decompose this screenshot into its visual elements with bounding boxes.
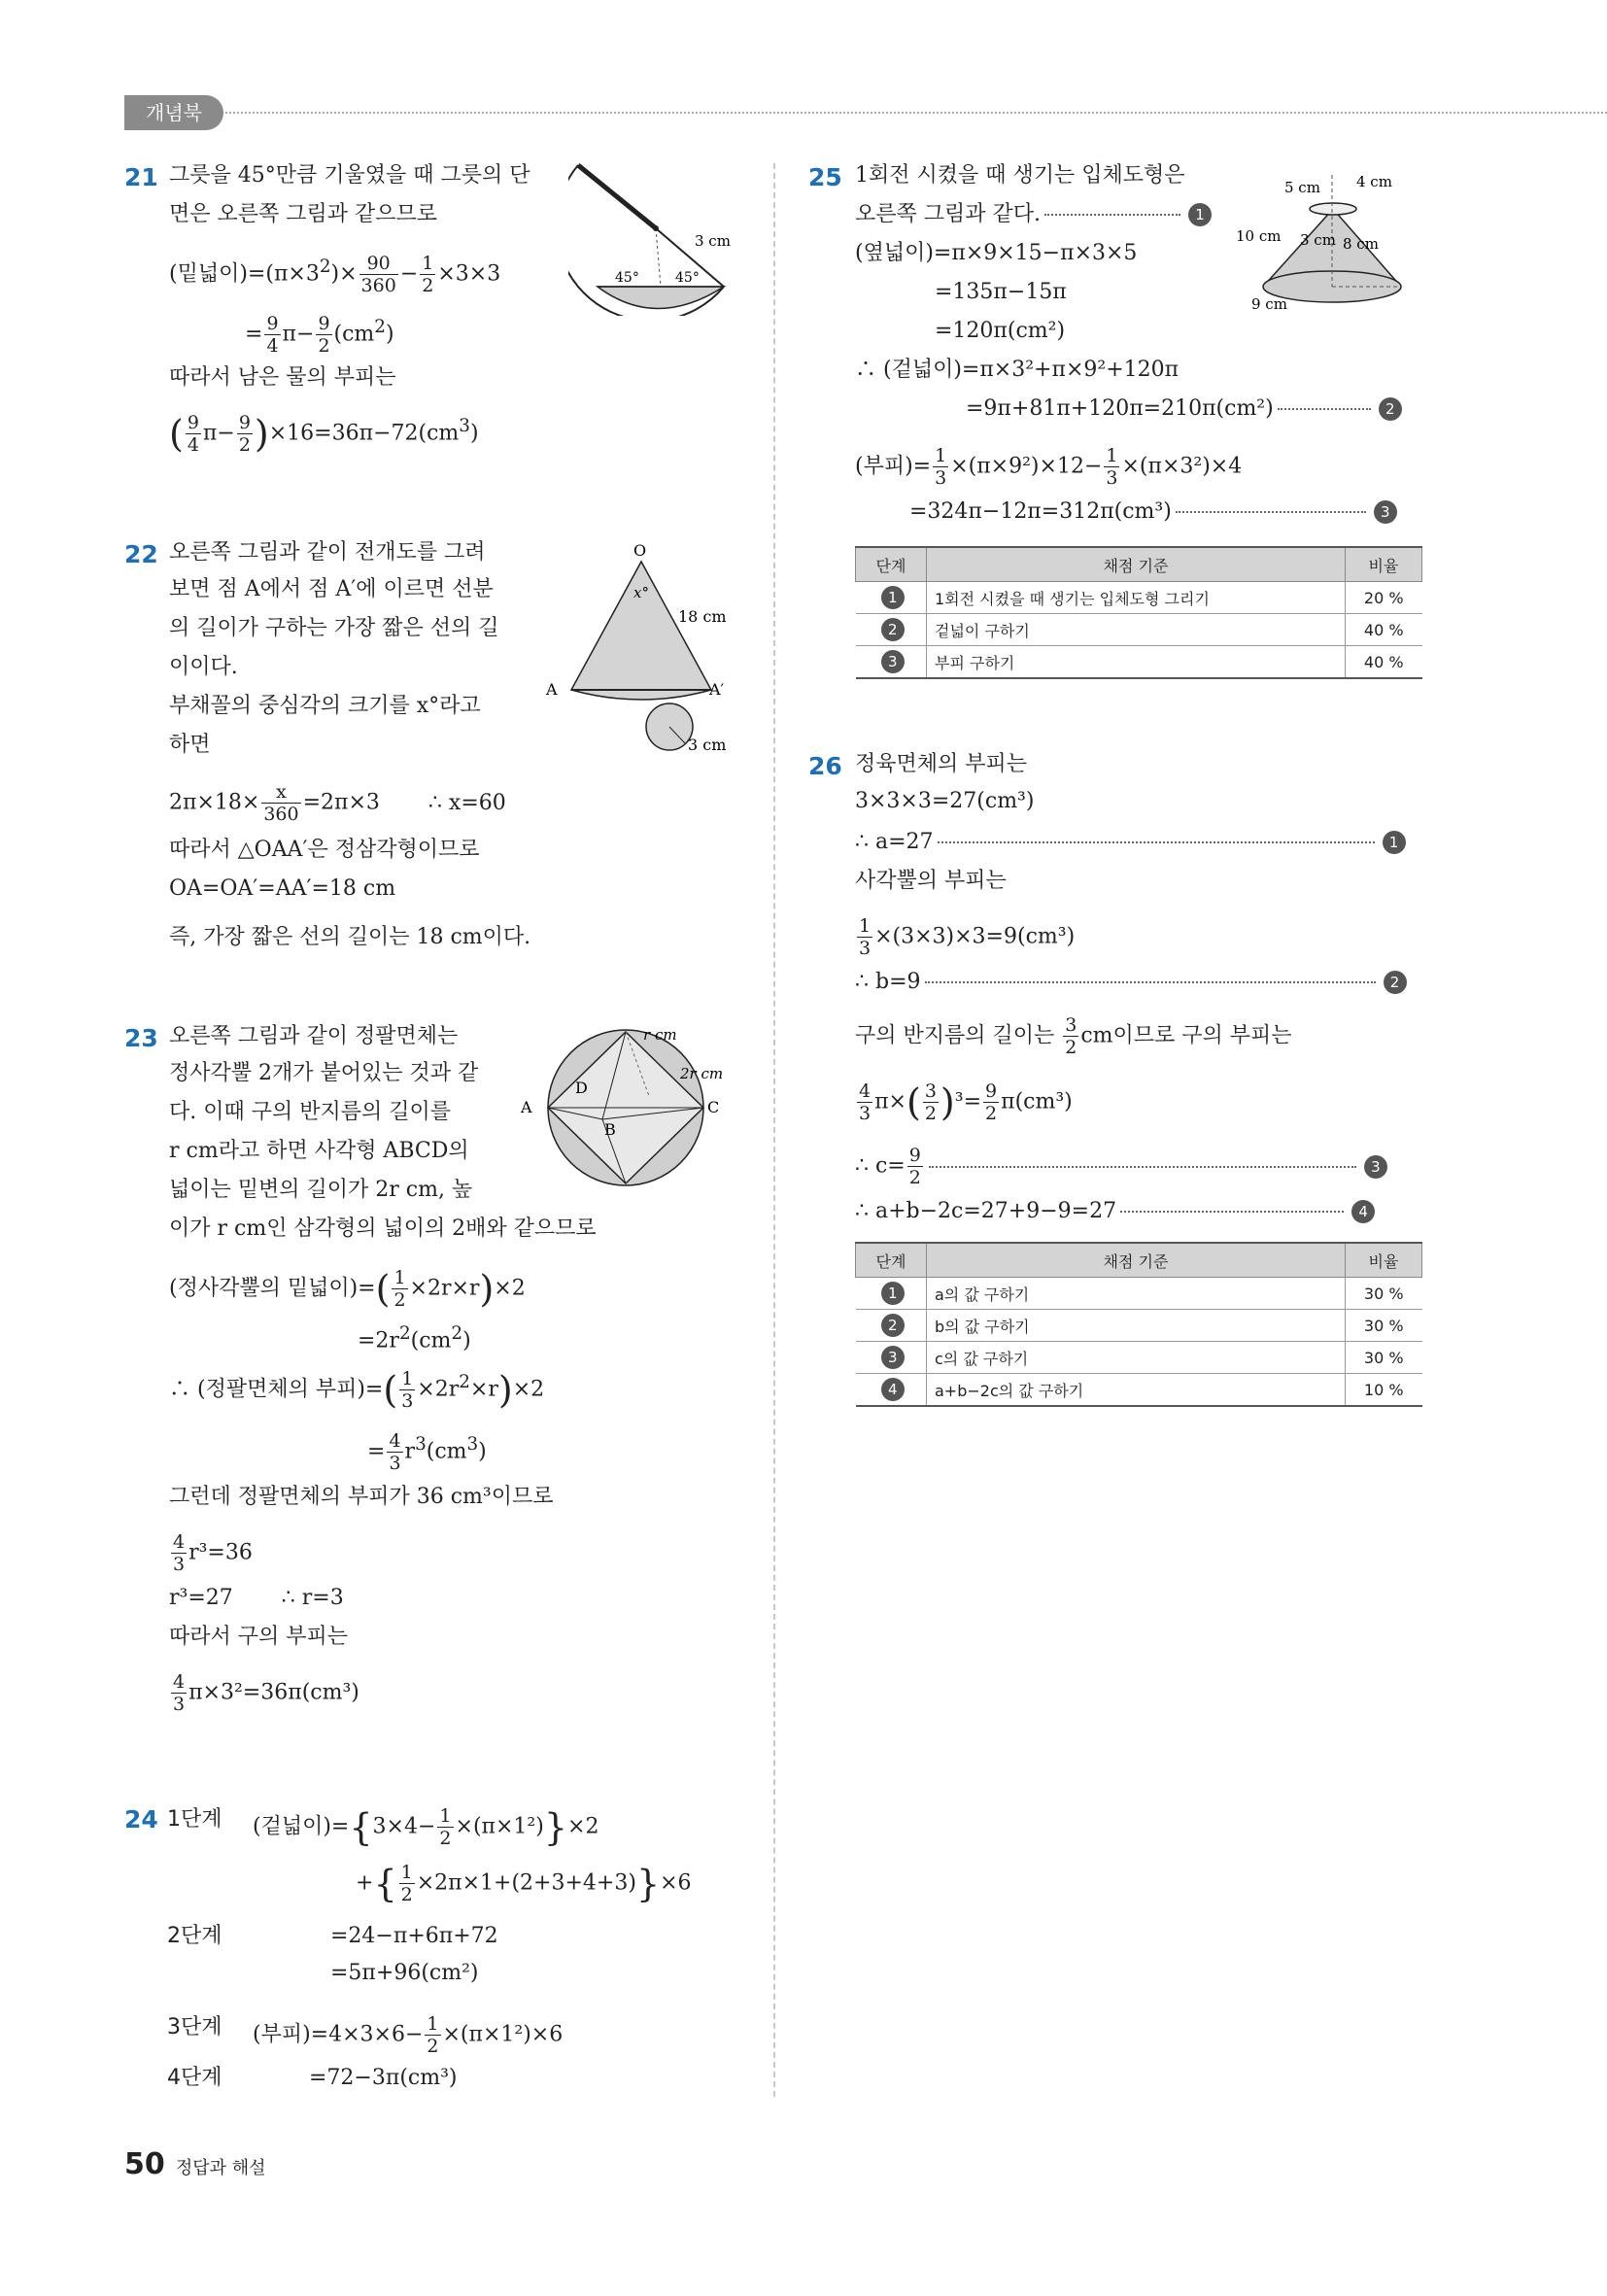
q25-mark-2: 2 (1379, 397, 1402, 421)
q25-fig-9cm: 9 cm (1251, 295, 1287, 313)
q26-row2-step: 2 (881, 1314, 905, 1337)
q26-row2-criteria: b의 값 구하기 (927, 1310, 1346, 1342)
q26-line-6: ∴ b=9 2 (855, 968, 1407, 997)
q25-mark-3: 3 (1374, 500, 1397, 524)
table-row (856, 646, 1422, 679)
table-row (856, 1278, 1422, 1310)
q23-fig-a: A (521, 1098, 532, 1116)
q26-line-2: 3×3×3=27(cm³) (855, 789, 1035, 813)
q25-line-9: =324π−12π=312π(cm³) 3 (909, 497, 1397, 527)
q26-mark-3: 3 (1364, 1155, 1387, 1179)
q24-step-3-eq: (부피)=4×3×6− $\frac{1}{2}$ ×(π×1²)×6 (253, 2013, 564, 2057)
q25-fig-3cm: 3 cm (1300, 231, 1336, 249)
q22-line-3: 의 길이가 구하는 가장 짧은 선의 길 (169, 616, 499, 640)
q23-fig-c: C (707, 1098, 720, 1116)
table-row (856, 1374, 1422, 1407)
header-rule (225, 112, 1607, 114)
q23-line-2: 정사각뿔 2개가 붙어있는 것과 같 (169, 1061, 479, 1085)
q24-step-3-label: 3단계 (167, 2015, 222, 2039)
q23-line-4: r cm라고 하면 사각형 ABCD의 (169, 1139, 469, 1163)
q24-step-2-eq-2: =5π+96(cm²) (330, 1961, 479, 1985)
q26-th-ratio: 비율 (1346, 1243, 1422, 1278)
q25-th-ratio: 비율 (1346, 547, 1422, 582)
q23-octahedron-volume-result: = $\frac{4}{3}$ $r^3(cm^3)$ (367, 1430, 487, 1474)
q22-equation: 2π×18× $\frac{x}{360}$ =2π×3 ∴ x=60 (169, 781, 506, 825)
q22-fig-angle: x° (633, 584, 649, 601)
q26-line-3: ∴ a=27 1 (855, 828, 1406, 857)
q25-row3-criteria: 부피 구하기 (927, 646, 1346, 679)
q25-th-criteria: 채점 기준 (927, 547, 1346, 582)
q23-line-6: 이가 r cm인 삼각형의 넓이의 2배와 같으므로 (169, 1217, 597, 1241)
q25-row2-ratio: 40 % (1346, 614, 1422, 646)
q25-line-2: 오른쪽 그림과 같다. 1 (855, 200, 1212, 229)
q24-step-2-label: 2단계 (167, 1924, 222, 1948)
q24-step-1-eq-2: +{ $\frac{1}{2}$ ×2π×1+(2+3+4+3)}×6 (356, 1862, 692, 1905)
q26-line-10: ∴ a+b−2c=27+9−9=27 4 (855, 1197, 1375, 1226)
q23-base-area-result: $=2r^2(cm^2)$ (358, 1323, 471, 1354)
q22-line-8: 따라서 △OAA′은 정삼각형이므로 (169, 838, 480, 862)
q21-base-area: (밑넓이)$=(\pi\times 3^2)\times$ $\frac{90}{360}$ − $\frac{1}{2}$ ×3×3 (169, 253, 501, 296)
q23-line-3: 다. 이때 구의 반지름의 길이를 (169, 1100, 451, 1124)
q25-line-7: =9π+81π+120π=210π(cm²) 2 (966, 394, 1402, 424)
q26-line-8: $\frac{4}{3}$ π×( $\frac{3}{2}$ )³= $\frac{9}{2}$ π(cm³) (859, 1080, 1073, 1124)
q21-line-5: 따라서 남은 물의 부피는 (169, 365, 396, 390)
q23-sphere-volume: $\frac{4}{3}$ π×3²=36π(cm³) (173, 1671, 359, 1715)
q23-line-14: 따라서 구의 부피는 (169, 1625, 349, 1649)
q25-line-8: (부피)= $\frac{1}{3}$ ×(π×9²)×12− $\frac{1}{3}$ ×(π×3²)×4 (855, 445, 1243, 489)
q23-fig-b: B (604, 1120, 616, 1139)
table-row (856, 1342, 1422, 1374)
q25-fig-4cm: 4 cm (1356, 173, 1392, 190)
q24-step-1-label: 1단계 (167, 1807, 222, 1832)
q23-octahedron-volume: ∴ (정팔면체의 부피)=( $\frac{1}{3}$ $\times 2r^2\times r)\times 2$ (169, 1368, 545, 1412)
q26-row1-criteria: a의 값 구하기 (927, 1278, 1346, 1310)
q26-line-9: ∴ c= $\frac{9}{2}$ 3 (855, 1145, 1387, 1188)
q25-row1-ratio: 20 % (1346, 582, 1422, 614)
q21-figure (568, 160, 753, 316)
q26-th-criteria: 채점 기준 (927, 1243, 1346, 1278)
question-number-21: 21 (124, 163, 158, 191)
q26-row3-criteria: c의 값 구하기 (927, 1342, 1346, 1374)
section-tag: 개념북 (124, 95, 223, 130)
table-row (856, 614, 1422, 646)
q25-line-4: =135π−15π (935, 280, 1067, 304)
q23-fig-2r: 2r cm (680, 1065, 724, 1082)
q25-fig-5cm: 5 cm (1284, 179, 1320, 196)
q25-fig-8cm: 8 cm (1343, 235, 1379, 253)
q25-line-3: (옆넓이)=π×9×15−π×3×5 (855, 241, 1138, 265)
q26-row4-step: 4 (881, 1378, 905, 1401)
table-row (856, 1310, 1422, 1342)
column-divider (773, 163, 775, 2097)
q22-line-2: 보면 점 A에서 점 A′에 이르면 선분 (169, 577, 494, 601)
q22-line-4: 이이다. (169, 655, 238, 679)
q22-line-6: 하면 (169, 733, 211, 757)
q22-figure (544, 534, 748, 758)
q26-row3-ratio: 30 % (1346, 1342, 1422, 1374)
q23-fig-r: r cm (643, 1026, 677, 1044)
q26-mark-4: 4 (1351, 1200, 1375, 1223)
q22-fig-radius: 3 cm (688, 736, 727, 754)
question-number-22: 22 (124, 540, 158, 568)
q26-row2-ratio: 30 % (1346, 1310, 1422, 1342)
q22-line-10: 즉, 가장 짧은 선의 길이는 18 cm이다. (169, 925, 531, 949)
q26-mark-2: 2 (1384, 971, 1407, 994)
q22-fig-o: O (633, 541, 647, 560)
q25-scoring-table (855, 546, 1422, 679)
q24-step-1-eq: (겉넓이)={3×4− $\frac{1}{2}$ ×(π×1²)}×2 (253, 1805, 599, 1849)
q24-step-2-eq: =24−π+6π+72 (330, 1924, 498, 1948)
question-number-25: 25 (808, 163, 842, 191)
q21-line-1: 그릇을 45°만큼 기울였을 때 그릇의 단 (169, 163, 530, 188)
q23-line-1: 오른쪽 그림과 같이 정팔면체는 (169, 1024, 459, 1048)
q22-line-5: 부채꼴의 중심각의 크기를 x°라고 (169, 694, 481, 718)
table-row (856, 582, 1422, 614)
q25-line-6: ∴ (겉넓이)=π×3²+π×9²+120π (855, 358, 1180, 382)
q25-th-step: 단계 (856, 547, 927, 582)
q25-fig-10cm: 10 cm (1236, 227, 1282, 245)
q25-mark-1: 1 (1188, 203, 1212, 226)
q23-line-5: 넓이는 밑변의 길이가 2r cm, 높 (169, 1178, 473, 1202)
q26-th-step: 단계 (856, 1243, 927, 1278)
q22-fig-a: A (546, 680, 558, 699)
page-number: 50 (124, 2147, 165, 2181)
question-number-26: 26 (808, 752, 842, 780)
q21-fig-length: 3 cm (695, 232, 731, 250)
q23-line-12: $\frac{4}{3}$ r³=36 (173, 1531, 253, 1575)
q25-row1-criteria: 1회전 시켰을 때 생기는 입체도형 그리기 (927, 582, 1346, 614)
q22-line-9: OA=OA′=AA′=18 cm (169, 876, 396, 901)
q23-base-area: (정사각뿔의 밑넓이)=( $\frac{1}{2}$ ×2r×r)×2 (169, 1267, 526, 1311)
q21-line-2: 면은 오른쪽 그림과 같으므로 (169, 202, 438, 226)
q23-fig-d: D (575, 1079, 588, 1097)
q25-row3-ratio: 40 % (1346, 646, 1422, 679)
q21-base-area-result: = $\frac{9}{4}$ π− $\frac{9}{2}$ $(cm^2)$ (245, 313, 394, 357)
q26-row3-step: 3 (881, 1346, 905, 1369)
question-number-24: 24 (124, 1805, 158, 1833)
q21-fig-angle-left: 45° (615, 270, 639, 286)
q26-mark-1: 1 (1383, 831, 1406, 854)
q25-line-1: 1회전 시켰을 때 생기는 입체도형은 (855, 163, 1185, 188)
q26-row1-step: 1 (881, 1282, 905, 1305)
q25-figure (1234, 165, 1428, 321)
q22-fig-a-prime: A′ (709, 680, 725, 699)
q25-row2-step: 2 (881, 618, 905, 641)
q22-line-1: 오른쪽 그림과 같이 전개도를 그려 (169, 540, 486, 565)
page-footer (124, 2147, 266, 2181)
q25-row3-step: 3 (881, 650, 905, 673)
q25-line-5: =120π(cm²) (935, 319, 1066, 343)
footer-label: 정답과 해설 (175, 2158, 266, 2178)
q26-line-7: 구의 반지름의 길이는 $\frac{3}{2}$ cm이므로 구의 부피는 (855, 1014, 1292, 1058)
q23-line-13: r³=27 ∴ r=3 (169, 1586, 344, 1610)
q26-row1-ratio: 30 % (1346, 1278, 1422, 1310)
q23-line-11: 그런데 정팔면체의 부피가 36 cm³이므로 (169, 1485, 554, 1509)
q26-scoring-table (855, 1242, 1422, 1407)
q21-volume: ( $\frac{9}{4}$ π− $\frac{9}{2}$ )$\times 16=36\pi-72(cm^3)$ (169, 412, 479, 456)
q21-fig-angle-right: 45° (675, 270, 700, 286)
q26-line-1: 정육면체의 부피는 (855, 752, 1028, 776)
q24-step-4-eq: =72−3π(cm³) (309, 2066, 458, 2090)
q26-line-4: 사각뿔의 부피는 (855, 869, 1007, 893)
q25-row1-step: 1 (881, 586, 905, 609)
q23-figure (517, 1020, 750, 1195)
q26-row4-criteria: a+b−2c의 값 구하기 (927, 1374, 1346, 1407)
q26-row4-ratio: 10 % (1346, 1374, 1422, 1407)
q25-row2-criteria: 겉넓이 구하기 (927, 614, 1346, 646)
q22-fig-slant: 18 cm (678, 607, 727, 626)
question-number-23: 23 (124, 1024, 158, 1052)
q26-line-5: $\frac{1}{3}$ ×(3×3)×3=9(cm³) (859, 915, 1076, 959)
q24-step-4-label: 4단계 (167, 2066, 222, 2090)
